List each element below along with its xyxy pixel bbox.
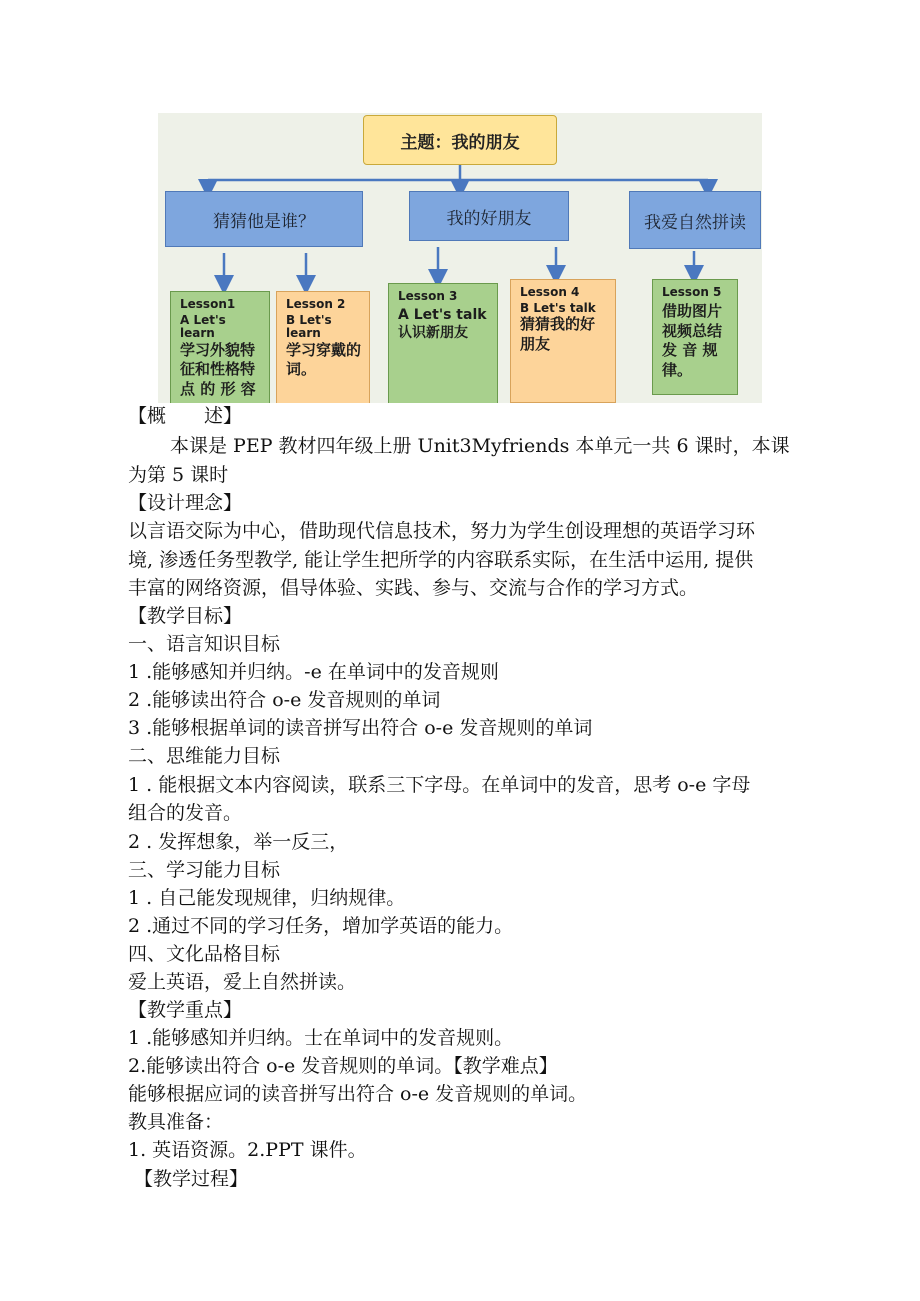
tools-list: 1. 英语资源。2.PPT 课件。 <box>128 1139 367 1161</box>
design-paragraph-line-2: 境, 渗透任务型教学, 能让学生把所学的内容联系实际，在生活中运用, 提供 <box>128 549 754 571</box>
key-points-heading: 【教学重点】 <box>128 999 243 1021</box>
goal-language-item-1: 1 .能够感知并归纳。-e 在单词中的发音规则 <box>128 661 499 683</box>
design-heading: 【设计理念】 <box>128 492 243 514</box>
goal-learning-item-2: 2 .通过不同的学习任务，增加学英语的能力。 <box>128 915 514 937</box>
goals-heading: 【教学目标】 <box>128 605 243 627</box>
lesson-4-box <box>510 279 616 403</box>
lesson-3-box <box>388 283 498 403</box>
key-point-1: 1 .能够感知并归纳。士在单词中的发音规则。 <box>128 1027 514 1049</box>
goal-learning-heading: 三、学习能力目标 <box>128 859 281 881</box>
goal-language-item-3: 3 .能够根据单词的读音拼写出符合 o-e 发音规则的单词 <box>128 717 593 739</box>
goal-thinking-heading: 二、思维能力目标 <box>128 745 281 767</box>
lesson-5-title: Lesson 5 <box>662 285 722 299</box>
lesson-4-sub: B Let's talk <box>520 301 596 316</box>
goal-learning-item-1: 1 . 自己能发现规律，归纳规律。 <box>128 887 406 909</box>
overview-paragraph-line-1: 本课是 PEP 教材四年级上册 Unit3Myfriends 本单元一共 6 课时，本课 <box>170 435 790 457</box>
goal-thinking-item-2: 2 . 发挥想象，举一反三， <box>128 831 349 853</box>
lesson-2-box <box>276 291 370 403</box>
overview-paragraph-line-2: 为第 5 课时 <box>128 464 229 486</box>
lesson-5-box <box>652 279 738 395</box>
difficulty-point-1: 能够根据应词的读音拼写出符合 o-e 发音规则的单词。 <box>128 1083 588 1105</box>
lesson-2-title: Lesson 2 <box>286 297 346 311</box>
theme-box: 主题：我的朋友 <box>363 115 557 165</box>
unit-structure-diagram <box>158 113 762 403</box>
lesson-1-body: 学习外貌特征和性格特点 的 形 容 <box>180 340 256 398</box>
design-paragraph-line-3: 丰富的网络资源，倡导体验、实践、参与、交流与合作的学习方式。 <box>128 577 699 599</box>
tools-heading: 教具准备： <box>128 1111 224 1133</box>
goal-thinking-item-1a: 1 . 能根据文本内容阅读，联系三下字母。在单词中的发音，思考 o-e 字母 <box>128 774 751 796</box>
lesson-1-title: Lesson1 <box>180 297 236 311</box>
lesson-3-title: Lesson 3 <box>398 289 458 303</box>
category-guess-who: 猜猜他是谁？ <box>165 191 363 247</box>
goal-culture-item-1: 爱上英语，爱上自然拼读。 <box>128 971 357 993</box>
goal-language-heading: 一、语言知识目标 <box>128 633 281 655</box>
category-my-good-friend: 我的好朋友 <box>409 191 569 241</box>
key-point-2-and-difficulty-heading: 2.能够读出符合 o-e 发音规则的单词。【教学难点】 <box>128 1055 558 1077</box>
overview-heading: 【概 述】 <box>128 405 243 427</box>
goal-language-item-2: 2 .能够读出符合 o-e 发音规则的单词 <box>128 689 441 711</box>
lesson-1-box <box>170 291 270 403</box>
lesson-4-body: 猜猜我的好朋友 <box>520 315 596 353</box>
lesson-2-body: 学习穿戴的词。 <box>286 340 362 379</box>
goal-culture-heading: 四、文化品格目标 <box>128 943 281 965</box>
lesson-1-sub: A Let's learn <box>180 313 226 341</box>
category-phonics: 我爱自然拼读 <box>629 191 761 249</box>
lesson-5-body: 借助图片视频总结发 音 规律。 <box>662 302 723 379</box>
goal-thinking-item-1b: 组合的发音。 <box>128 802 243 824</box>
lesson-3-sub: A Let's talk 认识新朋友 <box>398 307 487 342</box>
design-paragraph-line-1: 以言语交际为中心，借助现代信息技术，努力为学生创设理想的英语学习环 <box>128 520 756 542</box>
lesson-2-sub: B Let's learn <box>286 313 332 341</box>
process-heading: 【教学过程】 <box>134 1168 249 1190</box>
lesson-4-title: Lesson 4 <box>520 285 580 299</box>
